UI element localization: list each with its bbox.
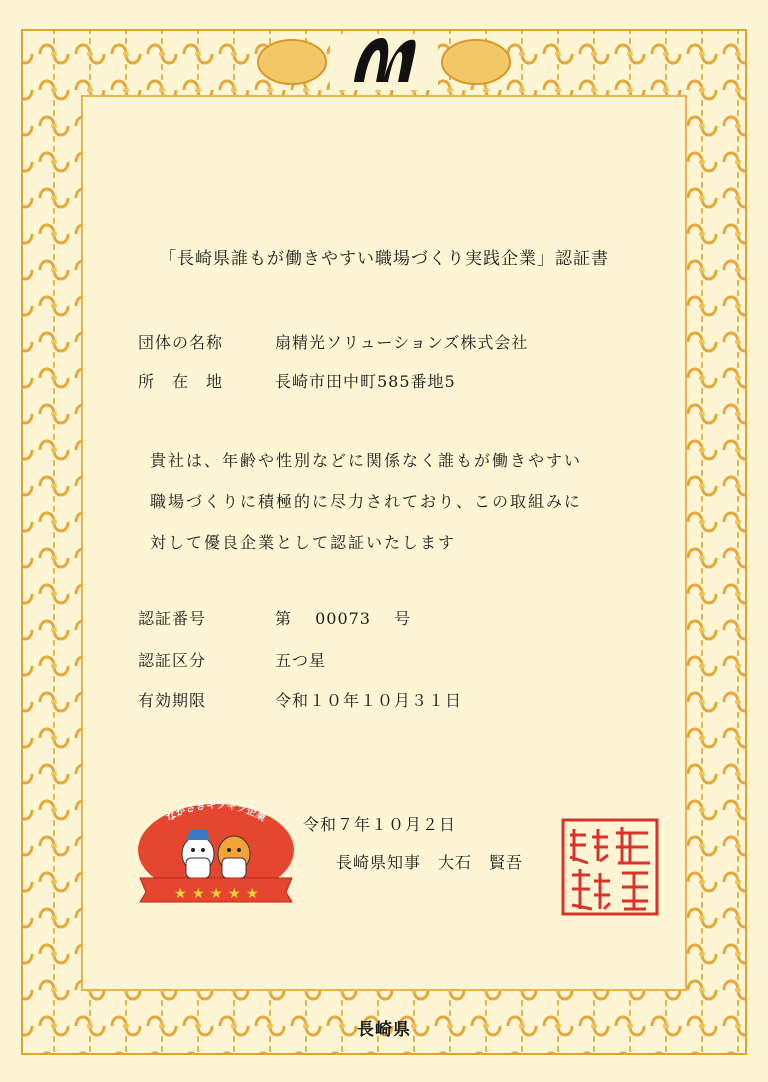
certification-number-row <box>138 606 411 629</box>
issue-date: 令和７年１０月２日 <box>303 815 457 834</box>
certification-statement <box>150 440 670 563</box>
kirakira-company-badge <box>136 800 296 905</box>
svg-text:★: ★ <box>192 886 205 902</box>
nagasaki-logo-icon <box>348 32 420 88</box>
certification-number-value: 第 00073 号 <box>275 609 412 628</box>
svg-text:★: ★ <box>228 886 241 902</box>
organization-name-label: 団体の名称 <box>138 333 224 352</box>
official-seal-icon <box>560 817 660 917</box>
expiry-row <box>138 688 462 711</box>
svg-text:★: ★ <box>210 886 223 902</box>
statement-line: 職場づくりに積極的に尽力されており、この取組みに <box>150 492 583 511</box>
address-value: 長崎市田中町585番地5 <box>275 372 456 391</box>
governor-signature: 長崎県知事 大石 賢吾 <box>336 853 524 872</box>
address-label: 所 在 地 <box>138 372 224 391</box>
organization-name-row <box>138 330 528 353</box>
certificate-title: 「長崎県誰もが働きやすい職場づくり実践企業」認証書 <box>159 249 609 269</box>
address-row <box>138 369 456 392</box>
organization-name-value: 扇精光ソリューションズ株式会社 <box>275 333 529 352</box>
expiry-label: 有効期限 <box>138 691 207 710</box>
certification-category-value: 五つ星 <box>275 651 327 670</box>
certification-category-label: 認証区分 <box>138 651 207 670</box>
statement-line: 貴社は、年齢や性別などに関係なく誰もが働きやすい <box>150 451 583 470</box>
certification-number-label: 認証番号 <box>138 609 207 628</box>
statement-line: 対して優良企業として認証いたします <box>150 533 457 552</box>
svg-text:★: ★ <box>246 886 259 902</box>
expiry-value: 令和１０年１０月３１日 <box>275 691 463 710</box>
issuer-name: 長崎県 <box>357 1020 411 1040</box>
badge-text: ながさきキラキラ企業 <box>164 800 268 825</box>
svg-text:★: ★ <box>174 886 187 902</box>
certification-category-row <box>138 648 326 671</box>
